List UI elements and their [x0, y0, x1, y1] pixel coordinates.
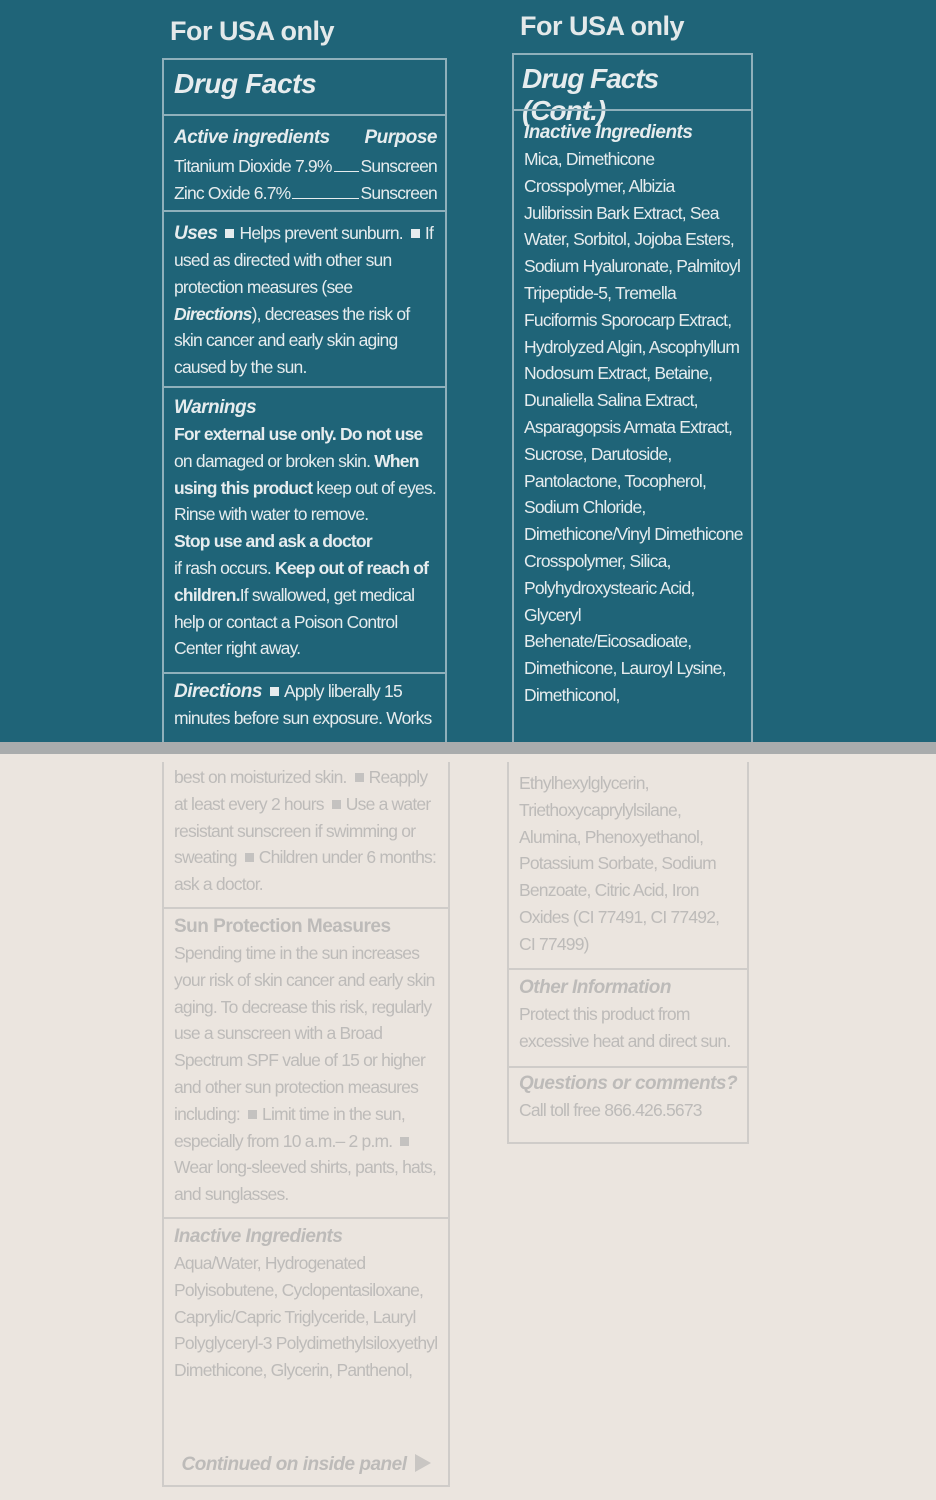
uses-text-3: ), decreases the risk of skin cancer and early skin aging caused by the sun. [174, 303, 410, 378]
bullet-icon [270, 687, 279, 696]
arrow-right-icon [415, 1454, 431, 1472]
directions-text-3: Reapply at least every 2 hours [174, 767, 428, 814]
sun-protection-section [164, 907, 448, 1217]
directions-text-5: Children under 6 months: ask a doctor. [174, 847, 437, 895]
teal-background [0, 0, 936, 742]
questions-text: Call toll free 866.426.5673 [519, 1100, 702, 1120]
other-information-text: Protect this product from excessive heat and direct sun. [519, 1004, 731, 1051]
warning-text-2: on damaged or broken skin. [174, 450, 371, 471]
sun-protection-text-2: Limit time in the sun, especially from 10 a.m.– 2 p.m. [174, 1103, 405, 1151]
drug-facts-cont-title: Drug Facts (Cont.) [522, 63, 659, 126]
sun-protection-text-1: Spending time in the sun increases your risk of skin cancer and early skin aging. To decrease this risk, regularly use a sunscreen with a Broad Spectrum SPF value of 15 or higher and other sun protection measures including: [174, 943, 435, 1124]
ingredient-purpose: Sunscreen [360, 182, 437, 203]
directions-section-bottom [164, 762, 448, 907]
fold-divider [0, 742, 936, 754]
inactive-ingredients-header-right: Inactive Ingredients [524, 122, 693, 143]
inactive-ingredients-header: Inactive Ingredients [174, 1226, 343, 1247]
warning-bold-3: When using this product [174, 450, 419, 498]
inactive-ingredients-text-right-2: Ethylhexylglycerin, Triethoxycaprylylsilane, Alumina, Phenoxyethanol, Potassium Sorbate, Sodium Benzoate, Citric Acid, Iron Oxides (CI 77491, CI 77492, CI 77499) [519, 773, 720, 954]
sun-protection-text-3: Wear long-sleeved shirts, pants, hats, and sunglasses. [174, 1157, 437, 1205]
warning-bold-5: Stop use and ask a doctor [174, 531, 372, 552]
warning-bold-1: For external use only. Do not use [174, 424, 423, 444]
bullet-icon [225, 229, 234, 238]
warning-text-4: keep out of eyes. Rinse with water to remove. [174, 477, 436, 525]
warning-text-6: if rash occurs. [174, 557, 271, 578]
continued-note [164, 1452, 448, 1479]
drug-facts-title: Drug Facts [174, 68, 317, 99]
bullet-icon [248, 1110, 257, 1119]
directions-section-top [164, 672, 445, 744]
purpose-header: Purpose [364, 127, 437, 148]
warnings-section [164, 386, 445, 672]
ingredient-row [174, 153, 437, 180]
directions-text-1: Apply liberally 15 minutes before sun exposure. Works [174, 681, 432, 728]
directions-text-2: best on moisturized skin. [174, 767, 347, 787]
uses-text-1: Helps prevent sunburn. [239, 223, 403, 243]
drug-facts-title-section [164, 60, 445, 114]
active-ingredients-section [164, 114, 445, 210]
ingredient-name: Titanium Dioxide 7.9% [174, 156, 332, 176]
warning-bold-7: Keep out of reach of children. [174, 557, 429, 605]
uses-header: Uses [174, 223, 218, 244]
uses-directions-ref: Directions [174, 303, 252, 324]
bullet-icon [355, 773, 364, 782]
bullet-icon [245, 853, 254, 862]
other-information-header: Other Information [519, 977, 671, 998]
directions-text-4: Use a water resistant sunscreen if swimming or sweating [174, 793, 431, 868]
continued-text: Continued on inside panel [181, 1454, 407, 1476]
drug-facts-panel-left [162, 58, 447, 742]
ingredient-row [174, 180, 437, 207]
usa-only-label: For USA only [170, 16, 335, 46]
uses-section [164, 210, 445, 386]
active-ingredients-header: Active ingredients [174, 127, 330, 148]
bullet-icon [411, 229, 420, 238]
inactive-ingredients-section-left [164, 1217, 448, 1485]
inactive-ingredients-text: Aqua/Water, Hydrogenated Polyisobutene, Cyclopentasiloxane, Caprylic/Capric Triglyceride, Lauryl Polyglyceryl-3 Polydimethylsiloxyethyl Dimethicone, Glycerin, Panthenol, [174, 1253, 438, 1381]
ingredient-name: Zinc Oxide 6.7% [174, 182, 291, 203]
warning-text-8: If swallowed, get medical help or contact a Poison Control Center right away. [174, 584, 415, 659]
inactive-ingredients-continued [509, 762, 747, 968]
usa-only-label-right: For USA only [520, 11, 685, 41]
drug-facts-cont-title-section [514, 55, 751, 126]
sun-protection-header: Sun Protection Measures [174, 916, 391, 937]
warnings-header: Warnings [174, 397, 257, 418]
questions-section [509, 1066, 747, 1142]
questions-header: Questions or comments? [519, 1073, 738, 1094]
bullet-icon [332, 800, 341, 809]
uses-text-2: If used as directed with other sun protection measures (see [174, 223, 434, 297]
bullet-icon [400, 1137, 409, 1146]
drug-facts-panel-right [512, 53, 753, 742]
drug-facts-panel-right-continued [507, 762, 749, 1144]
inactive-ingredients-section-right [514, 109, 751, 739]
other-information-section [509, 968, 747, 1066]
ingredient-purpose: Sunscreen [360, 156, 437, 176]
directions-header: Directions [174, 681, 262, 702]
drug-facts-panel-left-continued [162, 762, 450, 1487]
inactive-ingredients-text-right-1: Mica, Dimethicone Crosspolymer, Albizia Julibrissin Bark Extract, Sea Water, Sorbitol, Jojoba Esters, Sodium Hyaluronate, Palmitoyl Tripeptide-5, Tremella Fuciformis Sporocarp Extract, Hydrolyzed Algin, Ascophyllum Nodosum Extract, Betaine, Dunaliella Salina Extract, Asparagopsis Armata Extract, Sucrose, Darutoside, Pantolactone, Tocopherol, Sodium Chloride, Dimethicone/Vinyl Dimethicone Crosspolymer, Silica, Polyhydroxystearic Acid, Glyceryl Behenate/Eicosadioate, Dimethicone, Lauroyl Lysine, Dimethiconol, [524, 149, 743, 705]
